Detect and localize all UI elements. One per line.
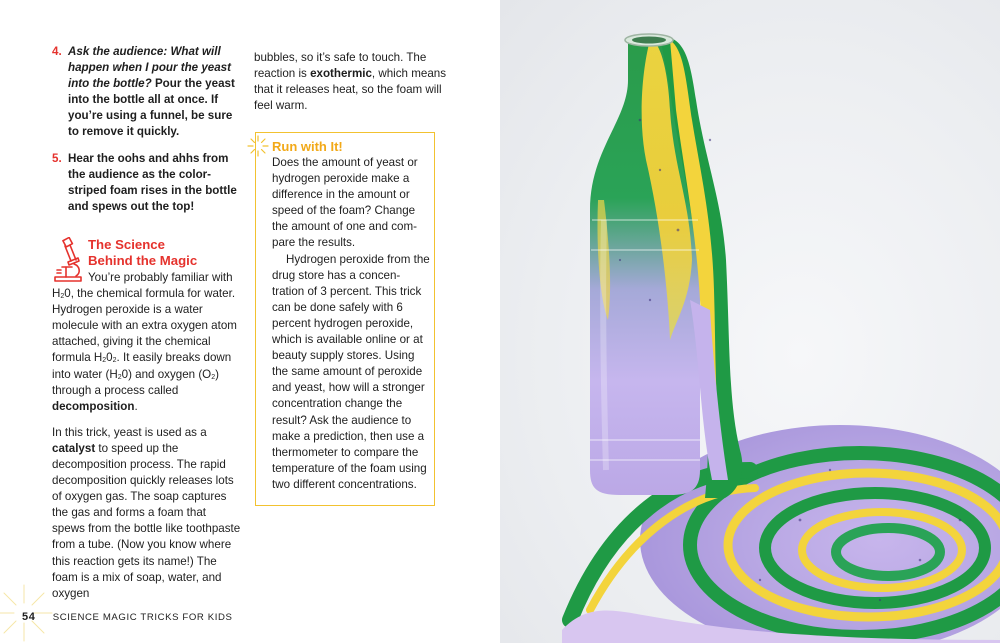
text-run: to speed up the decomposition process. The rapid decomposition quickly releases lots of oxygen gas. The soap captures the gas and forms a foam that spews from the bottle like toothpaste from a tube. (Now you know where this reaction gets its name!) The foam is a mix of soap, water, and oxygen [52, 441, 241, 600]
step-text [68, 44, 242, 141]
step-question: Ask the audience: What will happen when I pour the yeast into the bottle? [68, 45, 231, 91]
run-with-it-paragraph-2: Hydrogen peroxide from the drug store has a concen-tration of 3 percent. This trick can be done safely with 6 percent hydrogen peroxide, which is available online or at beauty supply stores. Using the same amount of peroxide and yeast, how will a stronger concentration change the result? Ask the audience to make a prediction, then use a thermometer to compare the temperature of the foam using two different concentrations. [272, 252, 430, 491]
step-4 [52, 44, 242, 141]
science-section [52, 237, 242, 602]
run-with-it-title: Run with It! [272, 139, 343, 154]
term-catalyst: catalyst [52, 441, 96, 455]
book-title: SCIENCE MAGIC TRICKS FOR KIDS [52, 612, 233, 623]
text-run: . It easily breaks down into water (H [52, 351, 232, 381]
subscript: 2 [60, 293, 65, 301]
microscope-icon [52, 237, 84, 283]
page-number: 54 [22, 611, 36, 623]
term-decomposition: decomposition [52, 399, 135, 413]
science-paragraph-1 [52, 270, 242, 415]
text-run: You’re probably familiar with H [52, 270, 233, 301]
text-run: 0 [106, 351, 113, 365]
science-title-line1: The Science [88, 236, 165, 252]
subscript: 2 [211, 373, 216, 381]
subscript: 2 [112, 357, 117, 365]
subscript: 2 [117, 373, 122, 381]
column-two [254, 50, 454, 114]
step-number: 5. [52, 151, 62, 165]
subscript: 2 [102, 357, 107, 365]
text-run: bubbles, so it’s safe to touch. The reaction is [254, 51, 427, 81]
sparkle-icon [247, 135, 269, 157]
run-with-it-paragraph-1: Does the amount of yeast or hydrogen peroxide make a difference in the amount or speed of the foam? Change the amount of one and com-pare the results. [272, 156, 418, 250]
step-instruction: Pour the yeast into the bottle all at once. If you’re using a funnel, be sure to remove it quickly. [68, 77, 235, 139]
column-one [52, 44, 242, 602]
text-run: , which means that it releases heat, so the foam will feel warm. [254, 67, 447, 113]
text-run: 0, the chemical formula for water. Hydrogen peroxide is a water molecule with an extra oxygen atom attached, giving it the chemical formula H [52, 287, 237, 365]
text-run: ) through a process called [52, 367, 219, 397]
text-run: . [134, 399, 138, 413]
run-with-it-content [272, 139, 430, 493]
science-title [88, 237, 242, 269]
science-title-line2: Behind the Magic [88, 252, 198, 268]
science-paragraph-3 [254, 50, 454, 114]
step-number: 4. [52, 45, 62, 58]
photo-page [500, 0, 1000, 643]
term-exothermic: exothermic [310, 67, 372, 81]
text-run: In this trick, yeast is used as a [52, 425, 207, 439]
step-text: Hear the oohs and ahhs from the audience as the color-striped foam rises in the bottle and spews out the top! [68, 151, 237, 213]
foam-bottle-photo [500, 0, 1000, 643]
step-5 [52, 151, 242, 215]
page-footer [22, 611, 233, 623]
text-run: 0) and oxygen (O [121, 367, 212, 381]
science-paragraph-2 [52, 425, 242, 602]
